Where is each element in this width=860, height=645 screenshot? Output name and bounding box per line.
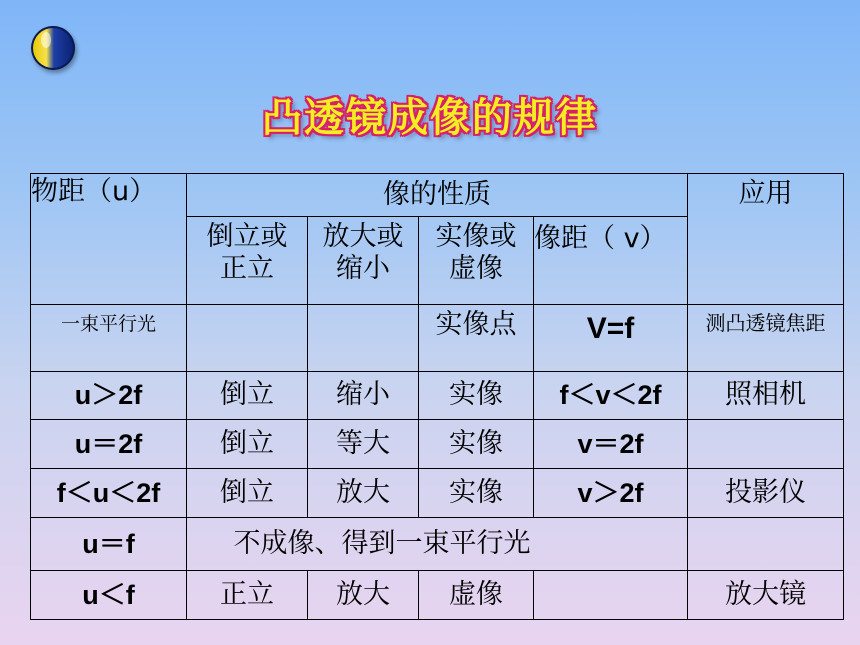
cell-application xyxy=(688,420,844,469)
header-image-nature: 像的性质 xyxy=(187,174,688,217)
cell-u: u＜f xyxy=(31,571,187,620)
cell-size: 放大 xyxy=(308,571,419,620)
cell-application: 投影仪 xyxy=(688,469,844,518)
table-header-row xyxy=(31,174,844,217)
cell-v xyxy=(534,571,688,620)
table-row xyxy=(31,571,844,620)
cell-orientation: 倒立 xyxy=(187,469,308,518)
table-row xyxy=(31,518,844,571)
cell-u: f＜u＜2f xyxy=(31,469,187,518)
cell-u: u＞2f xyxy=(31,372,187,420)
cell-kind: 虚像 xyxy=(419,571,534,620)
table-row xyxy=(31,469,844,518)
half-shaded-circle-icon xyxy=(31,26,75,70)
cell-v: V=f xyxy=(534,305,688,372)
cell-application: 照相机 xyxy=(688,372,844,420)
cell-application: 放大镜 xyxy=(688,571,844,620)
cell-u: 一束平行光 xyxy=(31,305,187,372)
cell-size: 放大 xyxy=(308,469,419,518)
cell-v: v＝2f xyxy=(534,420,688,469)
page-title: 凸透镜成像的规律 xyxy=(262,95,598,141)
header-application: 应用 xyxy=(688,174,844,305)
table-row xyxy=(31,372,844,420)
subheader-size: 放大或 缩小 xyxy=(308,217,419,305)
cell-u: u＝2f xyxy=(31,420,187,469)
table-row xyxy=(31,305,844,372)
lens-imaging-table xyxy=(30,173,844,620)
cell-orientation: 正立 xyxy=(187,571,308,620)
cell-size: 缩小 xyxy=(308,372,419,420)
cell-kind: 实像 xyxy=(419,420,534,469)
cell-kind: 实像 xyxy=(419,469,534,518)
cell-u: u＝f xyxy=(31,518,187,571)
cell-size: 等大 xyxy=(308,420,419,469)
cell-v: v＞2f xyxy=(534,469,688,518)
cell-merged-result: 不成像、得到一束平行光 xyxy=(187,518,688,571)
subheader-image-distance: 像距（ v） xyxy=(534,217,688,305)
cell-orientation xyxy=(187,305,308,372)
cell-size xyxy=(308,305,419,372)
subheader-real-virtual: 实像或 虚像 xyxy=(419,217,534,305)
cell-orientation: 倒立 xyxy=(187,420,308,469)
header-object-distance: 物距（u） xyxy=(31,174,187,305)
cell-application xyxy=(688,518,844,571)
cell-v: f＜v＜2f xyxy=(534,372,688,420)
cell-kind: 实像点 xyxy=(419,305,534,372)
cell-orientation: 倒立 xyxy=(187,372,308,420)
table-row xyxy=(31,420,844,469)
cell-kind: 实像 xyxy=(419,372,534,420)
cell-application: 测凸透镜焦距 xyxy=(688,305,844,372)
subheader-orientation: 倒立或 正立 xyxy=(187,217,308,305)
